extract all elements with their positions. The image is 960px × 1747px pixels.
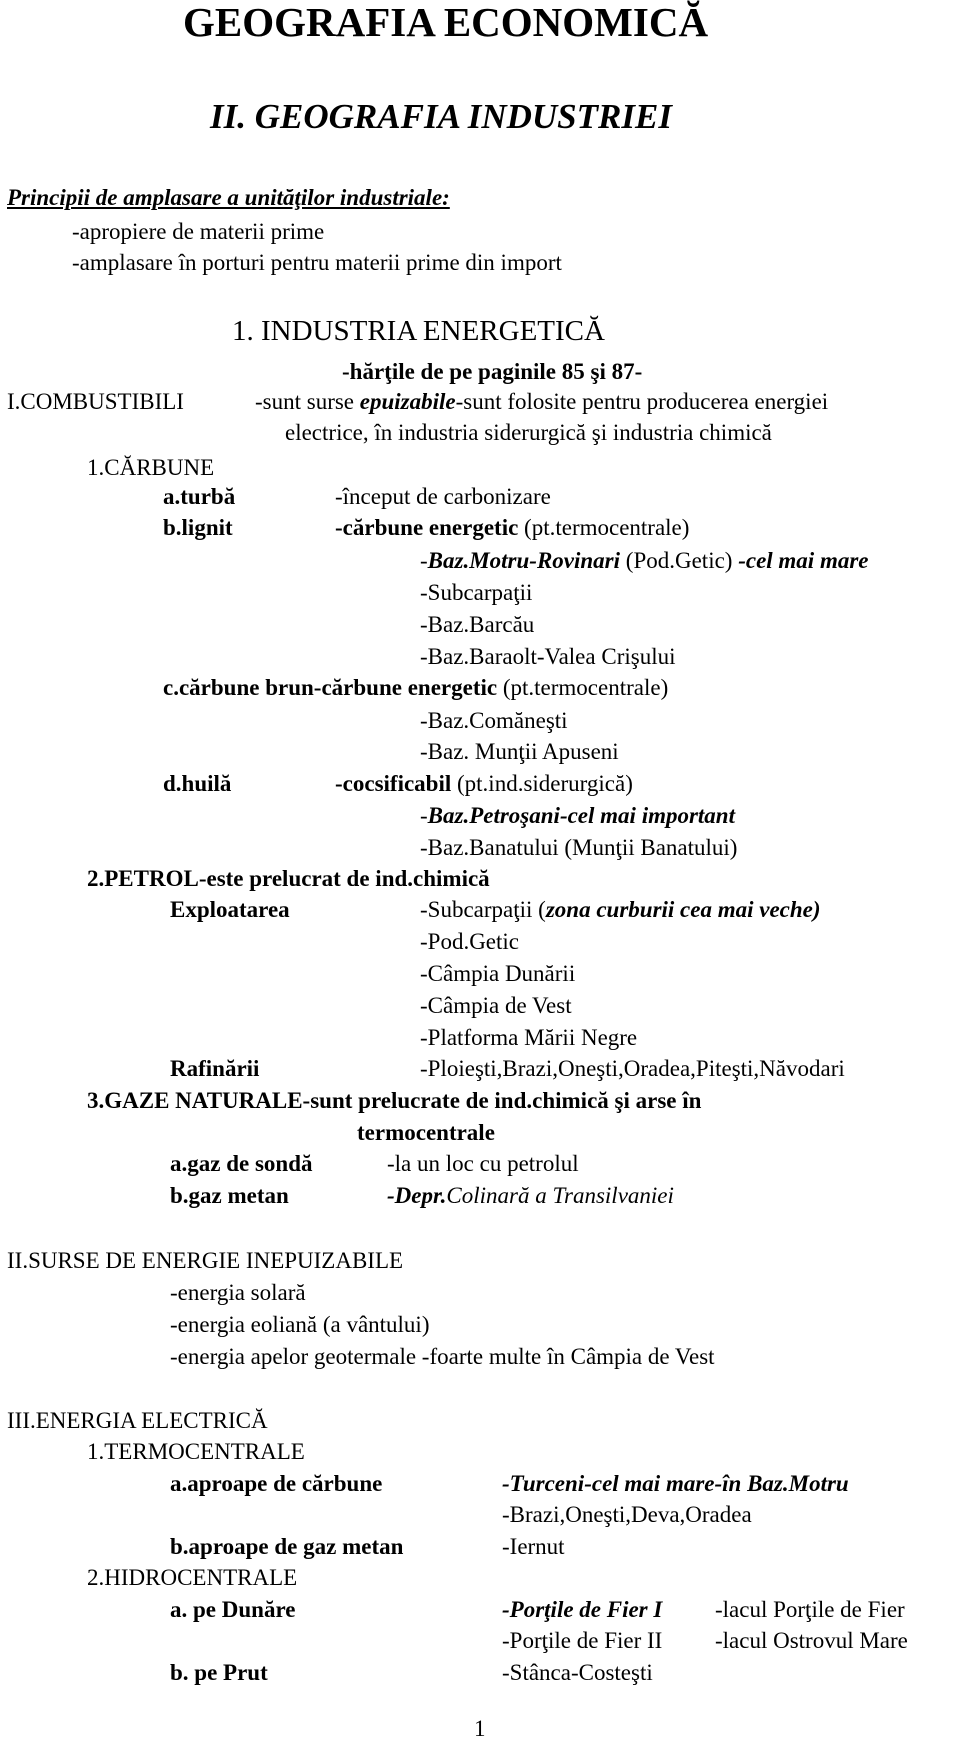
hidro-a-lake: -lacul Ostrovul Mare	[715, 1628, 908, 1653]
carbune-brun-line: c.cărbune brun-cărbune energetic (pt.termocentrale)	[163, 675, 669, 700]
gaz-sonda-desc: -la un loc cu petrolul	[387, 1151, 579, 1176]
page-number: 1	[474, 1716, 486, 1741]
gaze-heading: 3.GAZE NATURALE-sunt prelucrate de ind.chimică şi arse în	[87, 1088, 702, 1113]
turba-label: a.turbă	[163, 484, 236, 509]
inepuizabile-item: -energia solară	[170, 1280, 306, 1305]
electrica-heading: III.ENERGIA ELECTRICĂ	[7, 1408, 268, 1433]
lignit-basin: -Baz.Baraolt-Valea Crişului	[420, 644, 676, 669]
termocentrale-heading: 1.TERMOCENTRALE	[87, 1439, 305, 1464]
hidrocentrale-heading: 2.HIDROCENTRALE	[87, 1565, 298, 1590]
section-heading-energetica: 1. INDUSTRIA ENERGETICĂ	[232, 315, 605, 347]
principle-item: -amplasare în porturi pentru materii prime din import	[72, 250, 562, 275]
termo-b-desc: -Iernut	[502, 1534, 565, 1559]
hidro-a-label: a. pe Dunăre	[170, 1597, 296, 1622]
hidro-a-lake: -lacul Porţile de Fier	[715, 1597, 905, 1622]
termo-a-desc: -Turceni-cel mai mare-în Baz.Motru	[502, 1471, 849, 1496]
page-subtitle: II. GEOGRAFIA INDUSTRIEI	[210, 97, 672, 136]
inepuizabile-item: -energia eoliană (a vântului)	[170, 1312, 430, 1337]
exploatarea-item: -Platforma Mării Negre	[420, 1025, 638, 1050]
maps-note: -hărţile de pe paginile 85 şi 87-	[342, 359, 643, 384]
rafinarii-label: Rafinării	[170, 1056, 260, 1081]
combustibili-desc-cont: electrice, în industria siderurgică şi industria chimică	[285, 420, 772, 445]
inepuizabile-heading: II.SURSE DE ENERGIE INEPUIZABILE	[7, 1248, 404, 1273]
carbune-heading: 1.CĂRBUNE	[87, 455, 215, 480]
brun-basin: -Baz. Munţii Apuseni	[420, 739, 619, 764]
hidro-a-item: -Porţile de Fier I	[502, 1597, 663, 1622]
lignit-desc: -cărbune energetic (pt.termocentrale)	[335, 515, 690, 540]
termo-a-desc-cont: -Brazi,Oneşti,Deva,Oradea	[502, 1502, 752, 1527]
principles-heading: Principii de amplasare a unităţilor industriale:	[7, 185, 450, 210]
gaze-heading-cont: termocentrale	[357, 1120, 495, 1145]
huila-basin: -Baz.Petroşani-cel mai important	[420, 803, 735, 828]
combustibili-desc: -sunt surse epuizabile-sunt folosite pentru producerea energiei	[255, 389, 829, 414]
hidro-b-desc: -Stânca-Costeşti	[502, 1660, 653, 1685]
lignit-basin: -Subcarpaţii	[420, 580, 533, 605]
exploatarea-item: -Subcarpaţii (zona curburii cea mai veche)	[420, 897, 821, 922]
exploatarea-label: Exploatarea	[170, 897, 290, 922]
huila-desc: -cocsificabil (pt.ind.siderurgică)	[335, 771, 633, 796]
lignit-label: b.lignit	[163, 515, 233, 540]
gaz-metan-label: b.gaz metan	[170, 1183, 289, 1208]
page-title: GEOGRAFIA ECONOMICĂ	[183, 0, 709, 45]
lignit-basin: -Baz.Motru-Rovinari (Pod.Getic) -cel mai mare	[420, 548, 869, 573]
brun-basin: -Baz.Comăneşti	[420, 708, 568, 733]
hidro-a-item: -Porţile de Fier II	[502, 1628, 663, 1653]
exploatarea-item: -Câmpia de Vest	[420, 993, 572, 1018]
gaz-metan-desc: -Depr.Colinară a Transilvaniei	[387, 1183, 674, 1208]
exploatarea-item: -Pod.Getic	[420, 929, 520, 954]
termo-b-label: b.aproape de gaz metan	[170, 1534, 404, 1559]
rafinarii-desc: -Ploieşti,Brazi,Oneşti,Oradea,Piteşti,Năvodari	[420, 1056, 845, 1081]
hidro-b-label: b. pe Prut	[170, 1660, 268, 1685]
principle-item: -apropiere de materii prime	[72, 219, 325, 244]
gaz-sonda-label: a.gaz de sondă	[170, 1151, 313, 1176]
turba-desc: -început de carbonizare	[335, 484, 551, 509]
termo-a-label: a.aproape de cărbune	[170, 1471, 383, 1496]
lignit-basin: -Baz.Barcău	[420, 612, 535, 637]
petrol-heading: 2.PETROL-este prelucrat de ind.chimică	[87, 866, 490, 891]
inepuizabile-item: -energia apelor geotermale -foarte multe în Câmpia de Vest	[170, 1344, 715, 1369]
combustibili-label: I.COMBUSTIBILI	[7, 389, 184, 414]
huila-basin: -Baz.Banatului (Munţii Banatului)	[420, 835, 738, 860]
exploatarea-item: -Câmpia Dunării	[420, 961, 576, 986]
huila-label: d.huilă	[163, 771, 232, 796]
